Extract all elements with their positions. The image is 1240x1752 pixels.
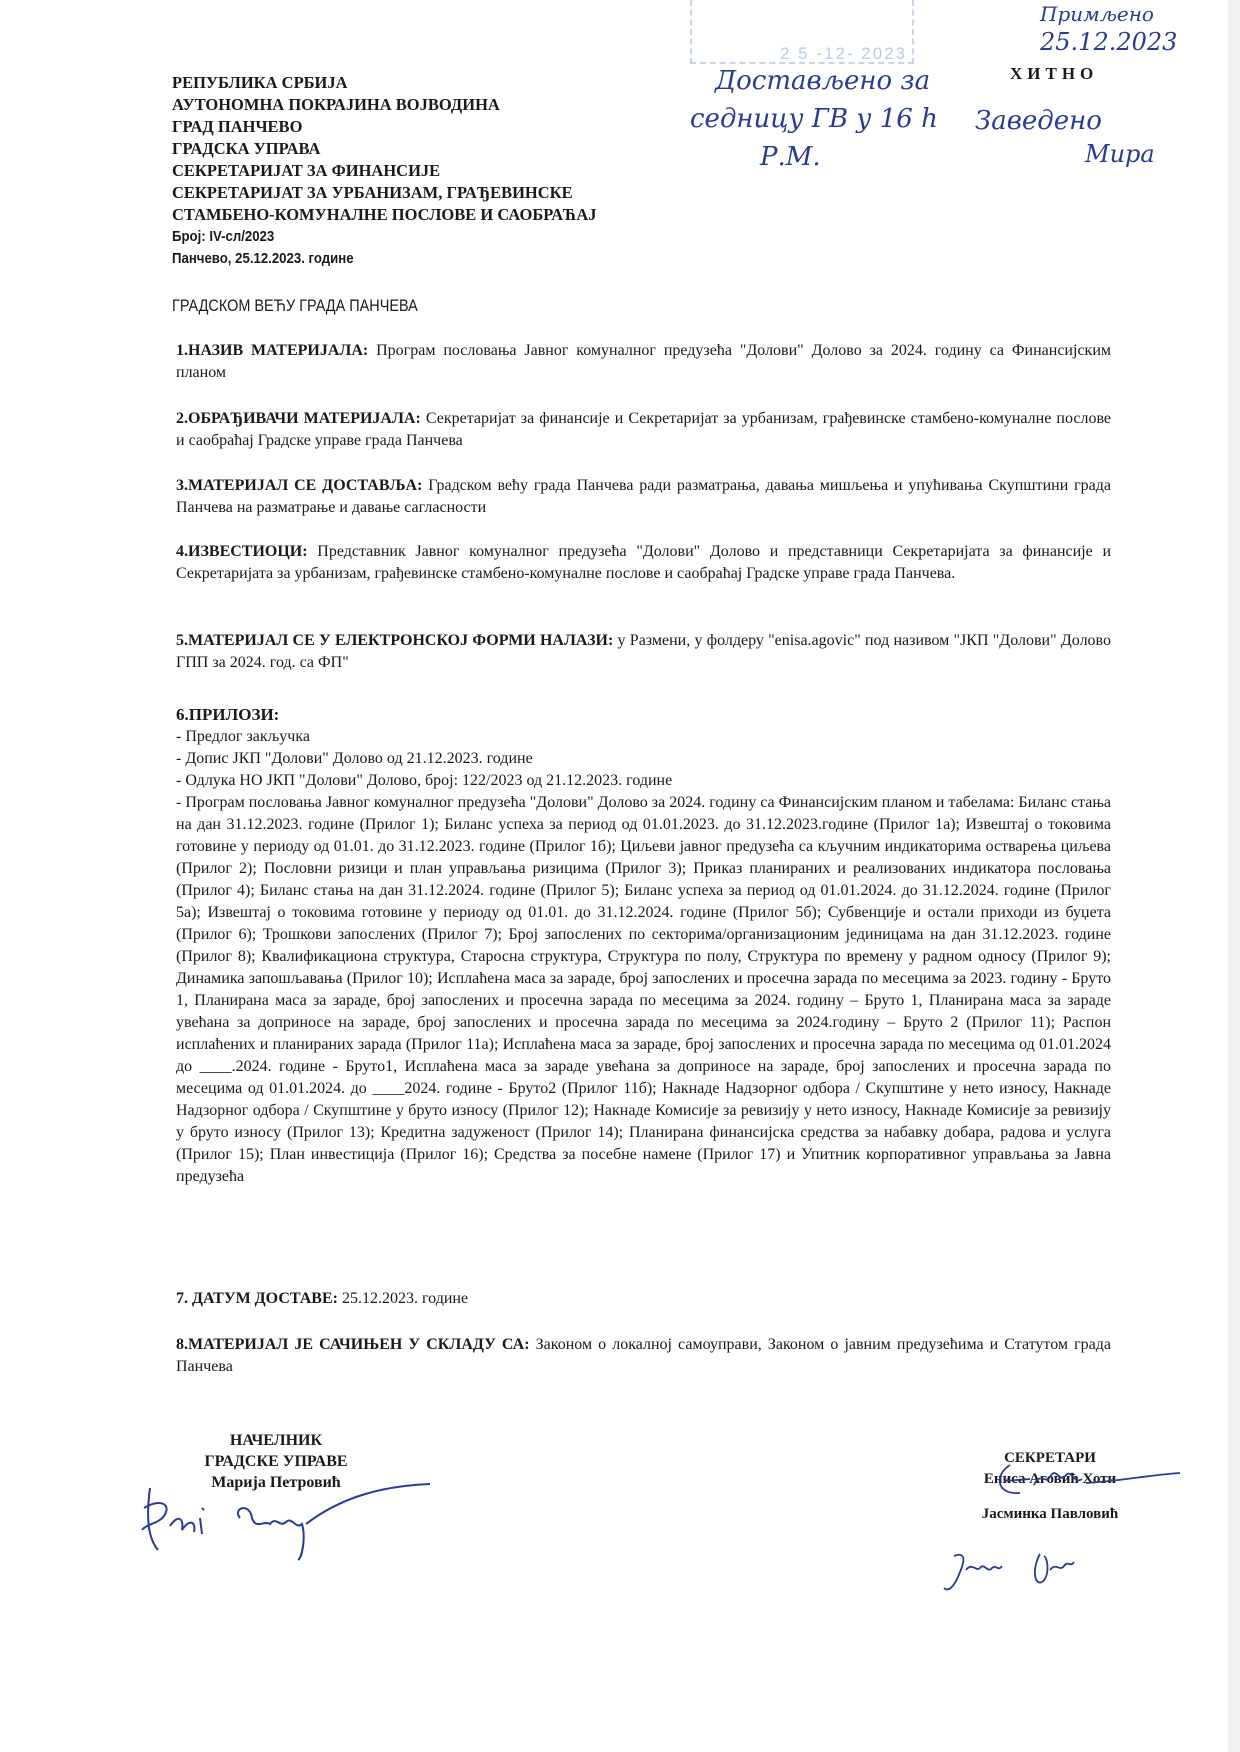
letterhead	[172, 72, 597, 270]
section-6-attachments	[176, 704, 1111, 1188]
signatory-title: НАЧЕЛНИК	[229, 1432, 323, 1449]
section-label: 2.ОБРАЂИВАЧИ МАТЕРИЈАЛА:	[176, 410, 421, 427]
letterhead-line: СЕКРЕТАРИЈАТ ЗА УРБАНИЗАМ, ГРАЂЕВИНСКЕ	[172, 183, 573, 202]
signatory-title: ГРАДСКЕ УПРАВЕ	[204, 1453, 348, 1470]
section-text: Секретаријат за финансије и Секретаријат за урбанизам, грађевинске стамбено-комуналне послове и саобраћај Градске управе града Панчева	[176, 410, 1112, 449]
attachment-item: - Предлог закључка	[176, 728, 310, 745]
handwritten-signature-secretary-2	[940, 1548, 1140, 1598]
letterhead-line: ГРАДСКА УПРАВА	[172, 139, 321, 158]
signatory-name: Ениса Аговић Хоти	[983, 1471, 1117, 1487]
signatory-name: Марија Петровић	[211, 1474, 341, 1491]
letterhead-line: СТАМБЕНО-КОМУНАЛНЕ ПОСЛОВЕ И САОБРАЋАЈ	[172, 205, 597, 224]
section-2	[176, 408, 1111, 452]
section-3	[176, 475, 1111, 519]
section-1	[176, 340, 1111, 384]
place-date: Панчево, 25.12.2023. године	[172, 250, 354, 267]
compliance-label: 8.МАТЕРИЈАЛ ЈЕ САЧИЊЕН У СКЛАДУ СА:	[176, 1336, 530, 1353]
handwritten-note-line-3: Р.М.	[760, 142, 821, 172]
section-7-delivery	[176, 1288, 1111, 1310]
section-text: Градском већу града Панчева ради разматрања, давања мишљења и упућивања Скупштини града Панчева на разматрање и давање сагласности	[176, 477, 1112, 516]
handwritten-received: Примљено	[1040, 2, 1154, 26]
section-label: 1.НАЗИВ МАТЕРИЈАЛА:	[176, 342, 369, 359]
attachments-title: 6.ПРИЛОЗИ:	[176, 705, 280, 724]
handwritten-note-line-1: Достављено за	[715, 66, 931, 96]
section-text: Представник Јавног комуналног предузећа "Долови" Долово и представници Секретаријата за финансије и Секретаријата за урбанизам, грађевинске стамбено-комуналне послове и саобраћај Градске управе града Панчева.	[176, 543, 1111, 582]
delivery-label: 7. ДАТУМ ДОСТАВЕ:	[176, 1290, 338, 1307]
handwritten-signature-left	[140, 1478, 500, 1558]
handwritten-signature-secretary-1	[990, 1455, 1190, 1505]
section-5	[176, 630, 1111, 674]
handwritten-registered: Заведено	[975, 106, 1102, 136]
attachment-item: - Одлука НО ЈКП "Долови" Долово, број: 122/2023 од 21.12.2023. године	[176, 772, 673, 789]
section-text: у Размени, у фолдеру "enisa.agovic" под називом "ЈКП "Долови" Долово ГПП за 2024. год. са ФП"	[176, 632, 1112, 671]
delivery-date: 25.12.2023. године	[341, 1290, 469, 1307]
letterhead-line: ГРАД ПАНЧЕВО	[172, 117, 303, 136]
urgent-label: ХИТНО	[1010, 64, 1099, 83]
attachment-item: - Допис ЈКП "Долови" Долово од 21.12.2023. године	[176, 750, 533, 767]
letterhead-line: РЕПУБЛИКА СРБИЈА	[172, 73, 348, 92]
signatory-name: Јасминка Павловић	[981, 1506, 1119, 1522]
handwritten-initials: Мира	[1085, 140, 1155, 168]
section-label: 3.МАТЕРИЈАЛ СЕ ДОСТАВЉА:	[176, 477, 423, 494]
document-number: Број: IV-сл/2023	[172, 228, 275, 245]
handwritten-received-date: 25.12.2023	[1040, 28, 1178, 56]
letterhead-line: АУТОНОМНА ПОКРАЈИНА ВОЈВОДИНА	[172, 95, 500, 114]
attachment-program: - Програм пословања Јавног комуналног предузећа "Долови" Долово за 2024. годину са Финансијским планом и табелама: Биланс стања на дан 31.12.2023. године (Прилог 1); Биланс успеха за период од 01.01.2023. до 31.12.2023.године (Прилог 1а); Извештај о токовима готовине у периоду од 01.01. до 31.12.2023. године (Прилог 1б); Циљеви јавног предузећа са кључним индикаторима остварења циљева (Прилог 2); Пословни ризици и план управљања ризицима (Прилог 3); Приказ планираних и реализованих индикатора пословања (Прилог 4); Биланс стања на дан 31.12.2024. године (Прилог 5); Биланс успеха за период од 01.01.2024. до 31.12.2024. године (Прилог 5а); Извештај о токовима готовине у периоду од 01.01. до 31.12.2024. године (Прилог 5б); Субвенције и остали приходи из буџета (Прилог 6); Трошкови запослених (Прилог 7); Број запослених по секторима/организационим јединицама на дан 31.12.2023. године (Прилог 8); Квалификациона структура, Старосна структура, Структура по полу, Структура по времену у радном односу (Прилог 9); Динамика запошљавања (Прилог 10); Исплаћена маса за зараде, број запослених и просечна зарада по месецима за 2023. годину - Бруто 1, Планирана маса за зараде, број запослених и просечна зарада по месецима за 2024. годину – Бруто 1, Планирана маса за зараде увећана за доприносе на зараде, број запослених и просечна зарада по месецима за 2024.годину – Бруто 2 (Прилог 11); Распон исплаћених и планираних зарада (Прилог 11а); Исплаћена маса за зараде, број запослених и просечна зарада по месецима од 01.01.2024 до ____.2024. године - Бруто1, Исплаћена маса за зараде увећана за доприносе на зараде, број запослених и просечна зарада по месецима од 01.01.2024. до ____2024. године - Бруто2 (Прилог 11б); Накнаде Надзорног одбора / Скупштине у нето износу, Накнаде Надзорног одбора / Скупштине у бруто износу (Прилог 12); Накнаде Комисије за ревизију у нето износу, Накнаде Комисије за ревизију у бруто износу (Прилог 13); Кредитна задуженост (Прилог 14); Планирана финансијска средства за набавку добара, радова и услуга (Прилог 15); План инвестиција (Прилог 16); Средства за посебне намене (Прилог 17) и Упитник корпоративног управљања за Јавна предузећа	[176, 794, 1111, 1185]
handwritten-note-line-2: седницу ГВ у 16 h	[690, 104, 938, 134]
section-label: 4.ИЗВЕСТИОЦИ:	[176, 543, 308, 560]
letterhead-line: СЕКРЕТАРИЈАТ ЗА ФИНАНСИЈЕ	[172, 161, 441, 180]
stamp-date: 2 5 -12- 2023	[780, 44, 908, 63]
section-text: Програм пословања Јавног комуналног предузећа "Долови" Долово за 2024. годину са Финансијским планом	[176, 342, 1112, 381]
section-4	[176, 541, 1111, 585]
section-8-compliance	[176, 1334, 1111, 1378]
section-label: 5.МАТЕРИЈАЛ СЕ У ЕЛЕКТРОНСКОЈ ФОРМИ НАЛАЗИ:	[176, 632, 614, 649]
signatory-title: СЕКРЕТАРИ	[1004, 1450, 1096, 1466]
recipient: ГРАДСКОМ ВЕЋУ ГРАДА ПАНЧЕВА	[172, 296, 418, 315]
compliance-text: Законом о локалној самоуправи, Законом о јавним предузећима и Статутом града Панчева	[176, 1336, 1111, 1375]
page-edge-shadow	[1228, 0, 1240, 1752]
